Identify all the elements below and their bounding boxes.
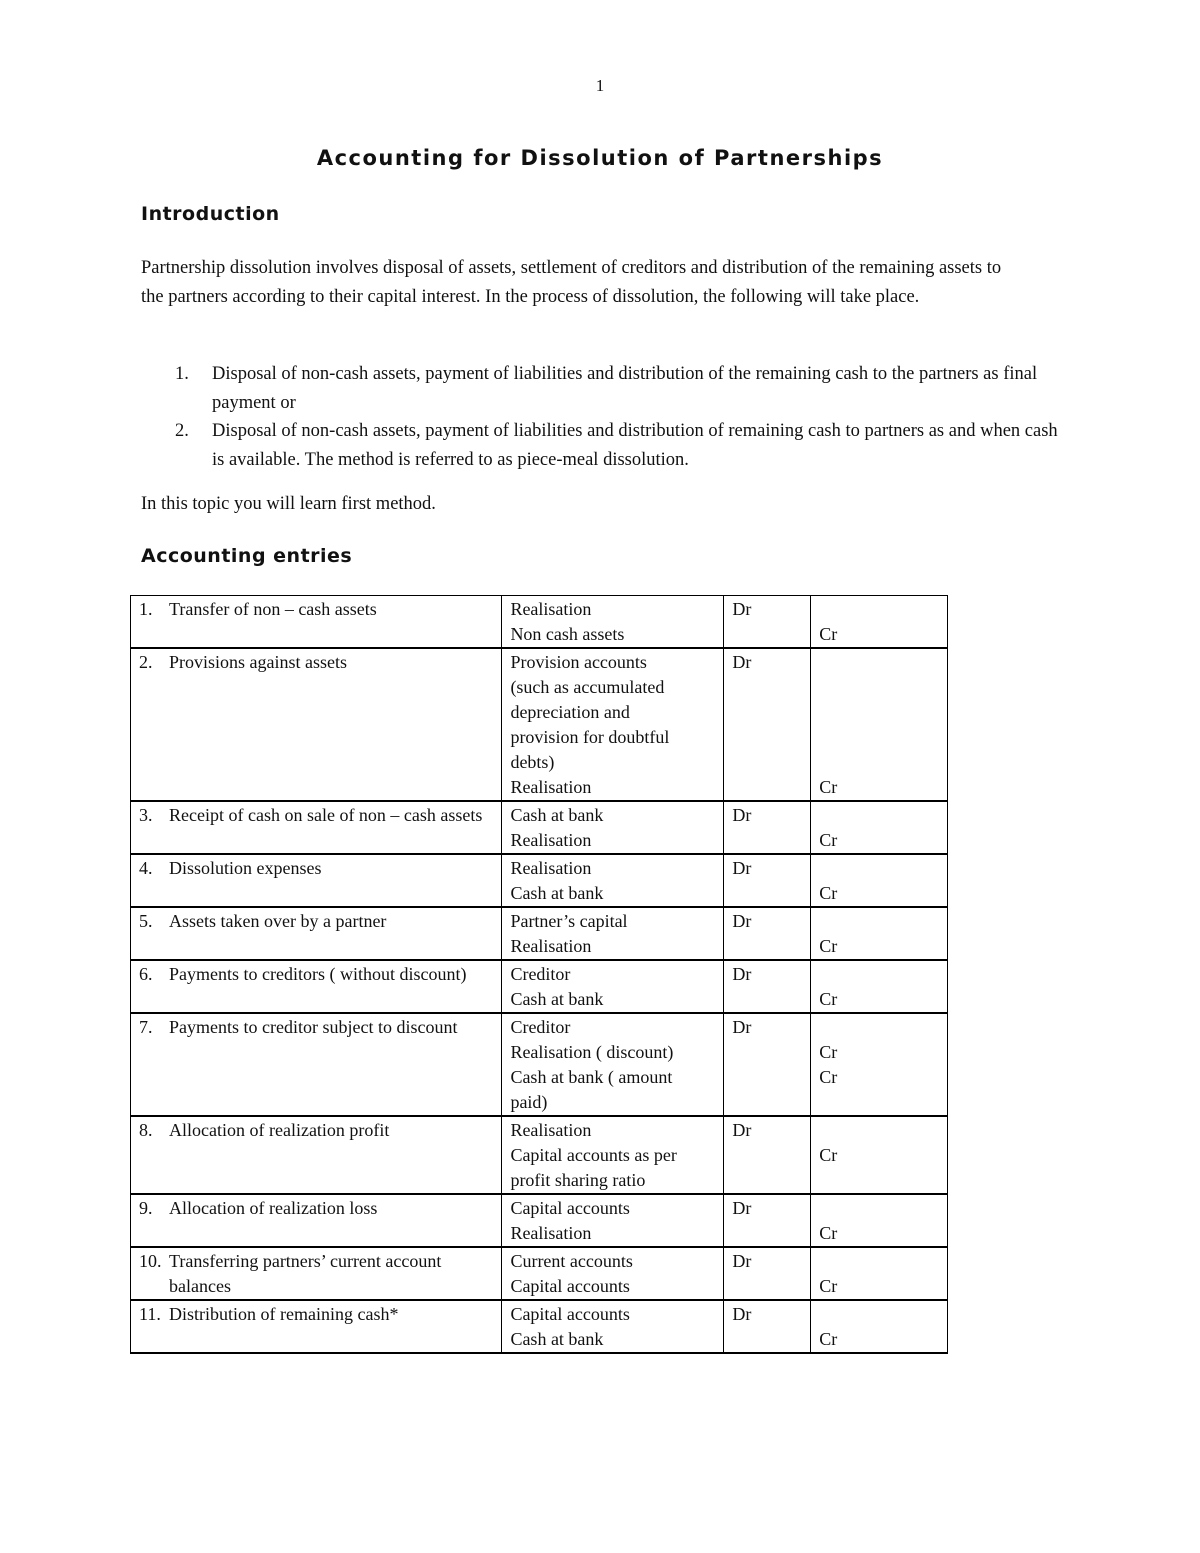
debit-line [732, 1221, 802, 1246]
account-line: Capital accounts [510, 1198, 630, 1218]
account-line: Realisation [510, 1223, 592, 1243]
debit-cell [724, 1116, 811, 1194]
account-line: Cash at bank [510, 989, 604, 1009]
account-line: (such as accumulated [510, 677, 665, 697]
debit-line: Dr [732, 964, 752, 984]
account-line: depreciation and [510, 702, 630, 722]
entry-description [139, 1196, 493, 1221]
credit-cell [811, 960, 948, 1013]
debit-cell [724, 648, 811, 801]
introduction-paragraph: Partnership dissolution involves disposal of assets, settlement of creditors and distribution of the remaining assets to the partners according to their capital interest. In the process of dissolution, the following will take place. [141, 258, 1002, 307]
credit-line [819, 1118, 939, 1143]
credit-line: Cr [819, 1329, 838, 1349]
entry-number: 3. [139, 805, 153, 825]
entry-description [139, 1118, 493, 1143]
credit-line [819, 700, 939, 725]
account-line: Provision accounts [510, 652, 647, 672]
debit-cell [724, 801, 811, 854]
credit-line [819, 597, 939, 622]
accounting-entries-table [130, 595, 948, 1354]
debit-cell [724, 596, 811, 649]
credit-line [819, 1302, 939, 1327]
entry-description-cell [131, 1247, 502, 1300]
credit-line [819, 962, 939, 987]
account-line: Realisation [510, 858, 592, 878]
entry-description [139, 909, 493, 934]
entry-description [139, 650, 493, 675]
account-line: Realisation [510, 830, 592, 850]
account-cell [502, 801, 724, 854]
credit-line [819, 909, 939, 934]
credit-line [819, 803, 939, 828]
page-title: Accounting for Dissolution of Partnerships [316, 146, 884, 170]
account-line: provision for doubtful [510, 727, 670, 747]
credit-cell [811, 907, 948, 960]
table-row [131, 1013, 948, 1116]
account-line: Realisation [510, 599, 592, 619]
entry-description-text: Dissolution expenses [169, 858, 322, 878]
account-line: Creditor [510, 964, 571, 984]
debit-line: Dr [732, 1017, 752, 1037]
entry-description-text: Provisions against assets [169, 652, 347, 672]
account-line: Current accounts [510, 1251, 633, 1271]
entry-description-text: Allocation of realization loss [169, 1198, 378, 1218]
entry-description-cell [131, 596, 502, 649]
entry-description-cell [131, 1194, 502, 1247]
list-item-number: 2. [175, 421, 189, 441]
debit-line [732, 1274, 802, 1299]
credit-line: Cr [819, 624, 838, 644]
account-line: Non cash assets [510, 624, 625, 644]
account-cell [502, 1300, 724, 1353]
debit-line [732, 1040, 802, 1065]
entry-number: 2. [139, 652, 153, 672]
table-row [131, 854, 948, 907]
debit-line: Dr [732, 1120, 752, 1140]
debit-line [732, 700, 802, 725]
credit-cell [811, 1247, 948, 1300]
credit-cell [811, 648, 948, 801]
entry-description [139, 1302, 493, 1327]
account-cell [502, 648, 724, 801]
credit-line: Cr [819, 1042, 838, 1062]
credit-line: Cr [819, 1276, 838, 1296]
table-row [131, 907, 948, 960]
credit-line [819, 1249, 939, 1274]
table-row [131, 596, 948, 649]
credit-line: Cr [819, 777, 838, 797]
entry-number: 10. [139, 1251, 162, 1271]
account-cell [502, 854, 724, 907]
account-line: paid) [510, 1092, 548, 1112]
entry-description-cell [131, 960, 502, 1013]
credit-line [819, 1015, 939, 1040]
entry-description-text: Allocation of realization profit [169, 1120, 390, 1140]
debit-line: Dr [732, 805, 752, 825]
introduction-heading: Introduction [141, 203, 280, 225]
list-item-text: Disposal of non-cash assets, payment of liabilities and distribution of remaining cash to partners as and when cash is available. The method is referred to as piece-meal dissolution. [212, 421, 1058, 470]
entry-description-cell [131, 648, 502, 801]
entry-description [139, 962, 493, 987]
debit-line: Dr [732, 911, 752, 931]
account-line: Realisation ( discount) [510, 1042, 674, 1062]
debit-line [732, 1327, 802, 1352]
debit-line [732, 675, 802, 700]
list-item-number: 1. [175, 364, 189, 384]
account-cell [502, 907, 724, 960]
credit-cell [811, 1116, 948, 1194]
account-line: Capital accounts as per [510, 1145, 677, 1165]
credit-cell [811, 596, 948, 649]
entry-number: 8. [139, 1120, 153, 1140]
list-item [141, 417, 1061, 474]
account-cell [502, 1116, 724, 1194]
debit-line: Dr [732, 1304, 752, 1324]
table-row [131, 1116, 948, 1194]
account-line: Creditor [510, 1017, 571, 1037]
credit-line: Cr [819, 1145, 838, 1165]
credit-line [819, 856, 939, 881]
entry-description-text: Payments to creditor subject to discount [169, 1017, 458, 1037]
list-item-text: Disposal of non-cash assets, payment of liabilities and distribution of the remaining cash to the partners as final payment or [212, 364, 1038, 413]
entry-description [139, 803, 493, 828]
account-line: Realisation [510, 936, 592, 956]
debit-cell [724, 1013, 811, 1116]
credit-line: Cr [819, 936, 838, 956]
debit-line [732, 1090, 802, 1115]
credit-line [819, 725, 939, 750]
accounting-entries-heading: Accounting entries [141, 545, 353, 567]
debit-cell [724, 1247, 811, 1300]
entry-number: 9. [139, 1198, 153, 1218]
account-line: Realisation [510, 1120, 592, 1140]
table-row [131, 1194, 948, 1247]
debit-line: Dr [732, 858, 752, 878]
account-line: Partner’s capital [510, 911, 628, 931]
credit-line [819, 650, 939, 675]
account-cell [502, 1194, 724, 1247]
credit-cell [811, 1013, 948, 1116]
debit-line [732, 828, 802, 853]
credit-line: Cr [819, 883, 838, 903]
debit-line: Dr [732, 1251, 752, 1271]
debit-cell [724, 1194, 811, 1247]
account-line: Cash at bank [510, 883, 604, 903]
table-row [131, 648, 948, 801]
entry-description [139, 1249, 493, 1299]
debit-line [732, 622, 802, 647]
credit-cell [811, 854, 948, 907]
entry-description-text: Transferring partners’ current account balances [169, 1251, 442, 1296]
credit-line [819, 675, 939, 700]
debit-cell [724, 960, 811, 1013]
dissolution-steps-list [141, 360, 1061, 474]
account-line: profit sharing ratio [510, 1170, 646, 1190]
entry-description-cell [131, 1300, 502, 1353]
table-row [131, 1300, 948, 1353]
debit-line [732, 725, 802, 750]
debit-line: Dr [732, 599, 752, 619]
account-line: Cash at bank [510, 805, 604, 825]
credit-cell [811, 1194, 948, 1247]
debit-line [732, 750, 802, 775]
closing-sentence: In this topic you will learn first method. [141, 494, 436, 514]
credit-line [819, 1090, 939, 1115]
debit-line [732, 1065, 802, 1090]
entry-number: 1. [139, 599, 153, 619]
page-number: 1 [595, 76, 605, 95]
entry-description-text: Distribution of remaining cash* [169, 1304, 399, 1324]
entry-number: 7. [139, 1017, 153, 1037]
entry-description-text: Transfer of non – cash assets [169, 599, 377, 619]
account-line: Capital accounts [510, 1304, 630, 1324]
credit-cell [811, 801, 948, 854]
entry-number: 5. [139, 911, 153, 931]
account-line: Cash at bank ( amount [510, 1067, 673, 1087]
credit-line: Cr [819, 1067, 838, 1087]
table-row [131, 801, 948, 854]
entry-number: 4. [139, 858, 153, 878]
account-cell [502, 1247, 724, 1300]
debit-line [732, 1143, 802, 1168]
credit-line [819, 750, 939, 775]
entry-description-cell [131, 854, 502, 907]
entry-description [139, 597, 493, 622]
table-row [131, 960, 948, 1013]
credit-line: Cr [819, 1223, 838, 1243]
entry-description [139, 1015, 493, 1040]
entry-description-cell [131, 907, 502, 960]
credit-line: Cr [819, 989, 838, 1009]
account-line: Realisation [510, 777, 592, 797]
debit-line [732, 881, 802, 906]
entry-number: 11. [139, 1304, 161, 1324]
credit-line: Cr [819, 830, 838, 850]
entry-description-text: Receipt of cash on sale of non – cash assets [169, 805, 483, 825]
entry-description-cell [131, 801, 502, 854]
entry-number: 6. [139, 964, 153, 984]
debit-line [732, 987, 802, 1012]
debit-line [732, 775, 802, 800]
account-cell [502, 960, 724, 1013]
entry-description-cell [131, 1116, 502, 1194]
account-cell [502, 596, 724, 649]
debit-line [732, 1168, 802, 1193]
credit-cell [811, 1300, 948, 1353]
credit-line [819, 1168, 939, 1193]
account-cell [502, 1013, 724, 1116]
debit-line: Dr [732, 1198, 752, 1218]
account-line: debts) [510, 752, 555, 772]
debit-cell [724, 1300, 811, 1353]
credit-line [819, 1196, 939, 1221]
account-line: Cash at bank [510, 1329, 604, 1349]
entry-description-text: Assets taken over by a partner [169, 911, 387, 931]
entry-description-cell [131, 1013, 502, 1116]
list-item [141, 360, 1061, 417]
debit-cell [724, 854, 811, 907]
table-row [131, 1247, 948, 1300]
account-line: Capital accounts [510, 1276, 630, 1296]
entry-description [139, 856, 493, 881]
debit-cell [724, 907, 811, 960]
debit-line: Dr [732, 652, 752, 672]
entry-description-text: Payments to creditors ( without discount) [169, 964, 467, 984]
debit-line [732, 934, 802, 959]
